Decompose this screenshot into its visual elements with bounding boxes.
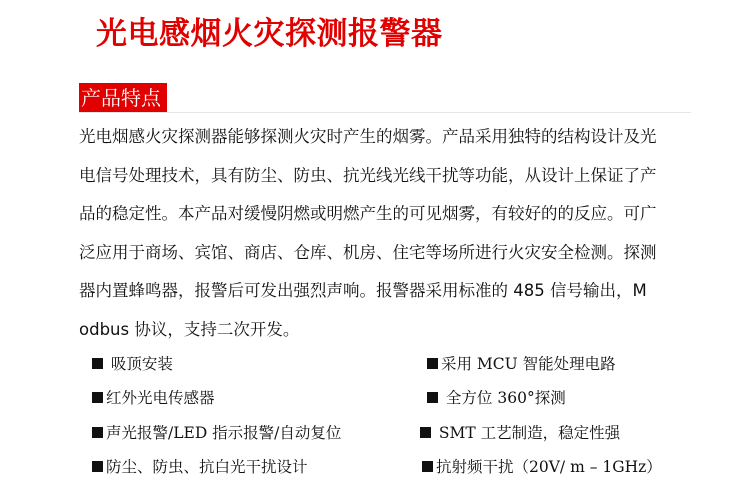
feature-item xyxy=(92,455,308,477)
feature-item xyxy=(427,352,616,374)
description-line: 器内置蜂鸣器，报警后可发出强烈声响。报警器采用标准的 485 信号输出，M xyxy=(79,281,647,300)
product-description xyxy=(79,118,699,349)
feature-label: 抗射频干扰（20V/ m – 1GHz） xyxy=(436,458,662,476)
description-line: 品的稳定性。本产品对缓慢阴燃或明燃产生的可见烟雾，有较好的的反应。可广 xyxy=(79,204,657,223)
bullet-square-icon xyxy=(92,427,103,438)
bullet-square-icon xyxy=(422,461,433,472)
bullet-square-icon xyxy=(427,358,438,369)
feature-label: 防尘、防虫、抗白光干扰设计 xyxy=(106,458,308,476)
section-divider xyxy=(79,112,691,113)
description-line: odbus 协议，支持二次开发。 xyxy=(79,319,300,339)
feature-label: 全方位 360°探测 xyxy=(441,389,566,407)
page-title: 光电感烟火灾探测报警器 xyxy=(96,16,443,52)
feature-label: 声光报警/LED 指示报警/自动复位 xyxy=(106,424,342,442)
feature-item xyxy=(420,421,620,443)
feature-label: 红外光电传感器 xyxy=(106,389,215,407)
feature-label: 吸顶安装 xyxy=(106,355,173,373)
description-line: 光电烟感火灾探测器能够探测火灾时产生的烟雾。产品采用独特的结构设计及光 xyxy=(79,127,657,146)
bullet-square-icon xyxy=(420,427,431,438)
feature-label: SMT 工艺制造，稳定性强 xyxy=(434,424,621,442)
section-heading: 产品特点 xyxy=(79,83,167,113)
bullet-square-icon xyxy=(92,358,103,369)
feature-label: 采用 MCU 智能处理电路 xyxy=(441,355,616,373)
bullet-square-icon xyxy=(92,461,103,472)
feature-list xyxy=(0,346,750,483)
bullet-square-icon xyxy=(427,392,438,403)
description-line: 泛应用于商场、宾馆、商店、仓库、机房、住宅等场所进行火灾安全检测。探测 xyxy=(79,242,657,262)
feature-item xyxy=(422,455,662,477)
feature-item xyxy=(92,421,341,443)
feature-item xyxy=(92,386,215,408)
feature-item xyxy=(427,386,566,408)
bullet-square-icon xyxy=(92,392,103,403)
feature-item xyxy=(92,352,173,374)
description-line: 电信号处理技术，具有防尘、防虫、抗光线光线干扰等功能，从设计上保证了产 xyxy=(79,165,657,185)
